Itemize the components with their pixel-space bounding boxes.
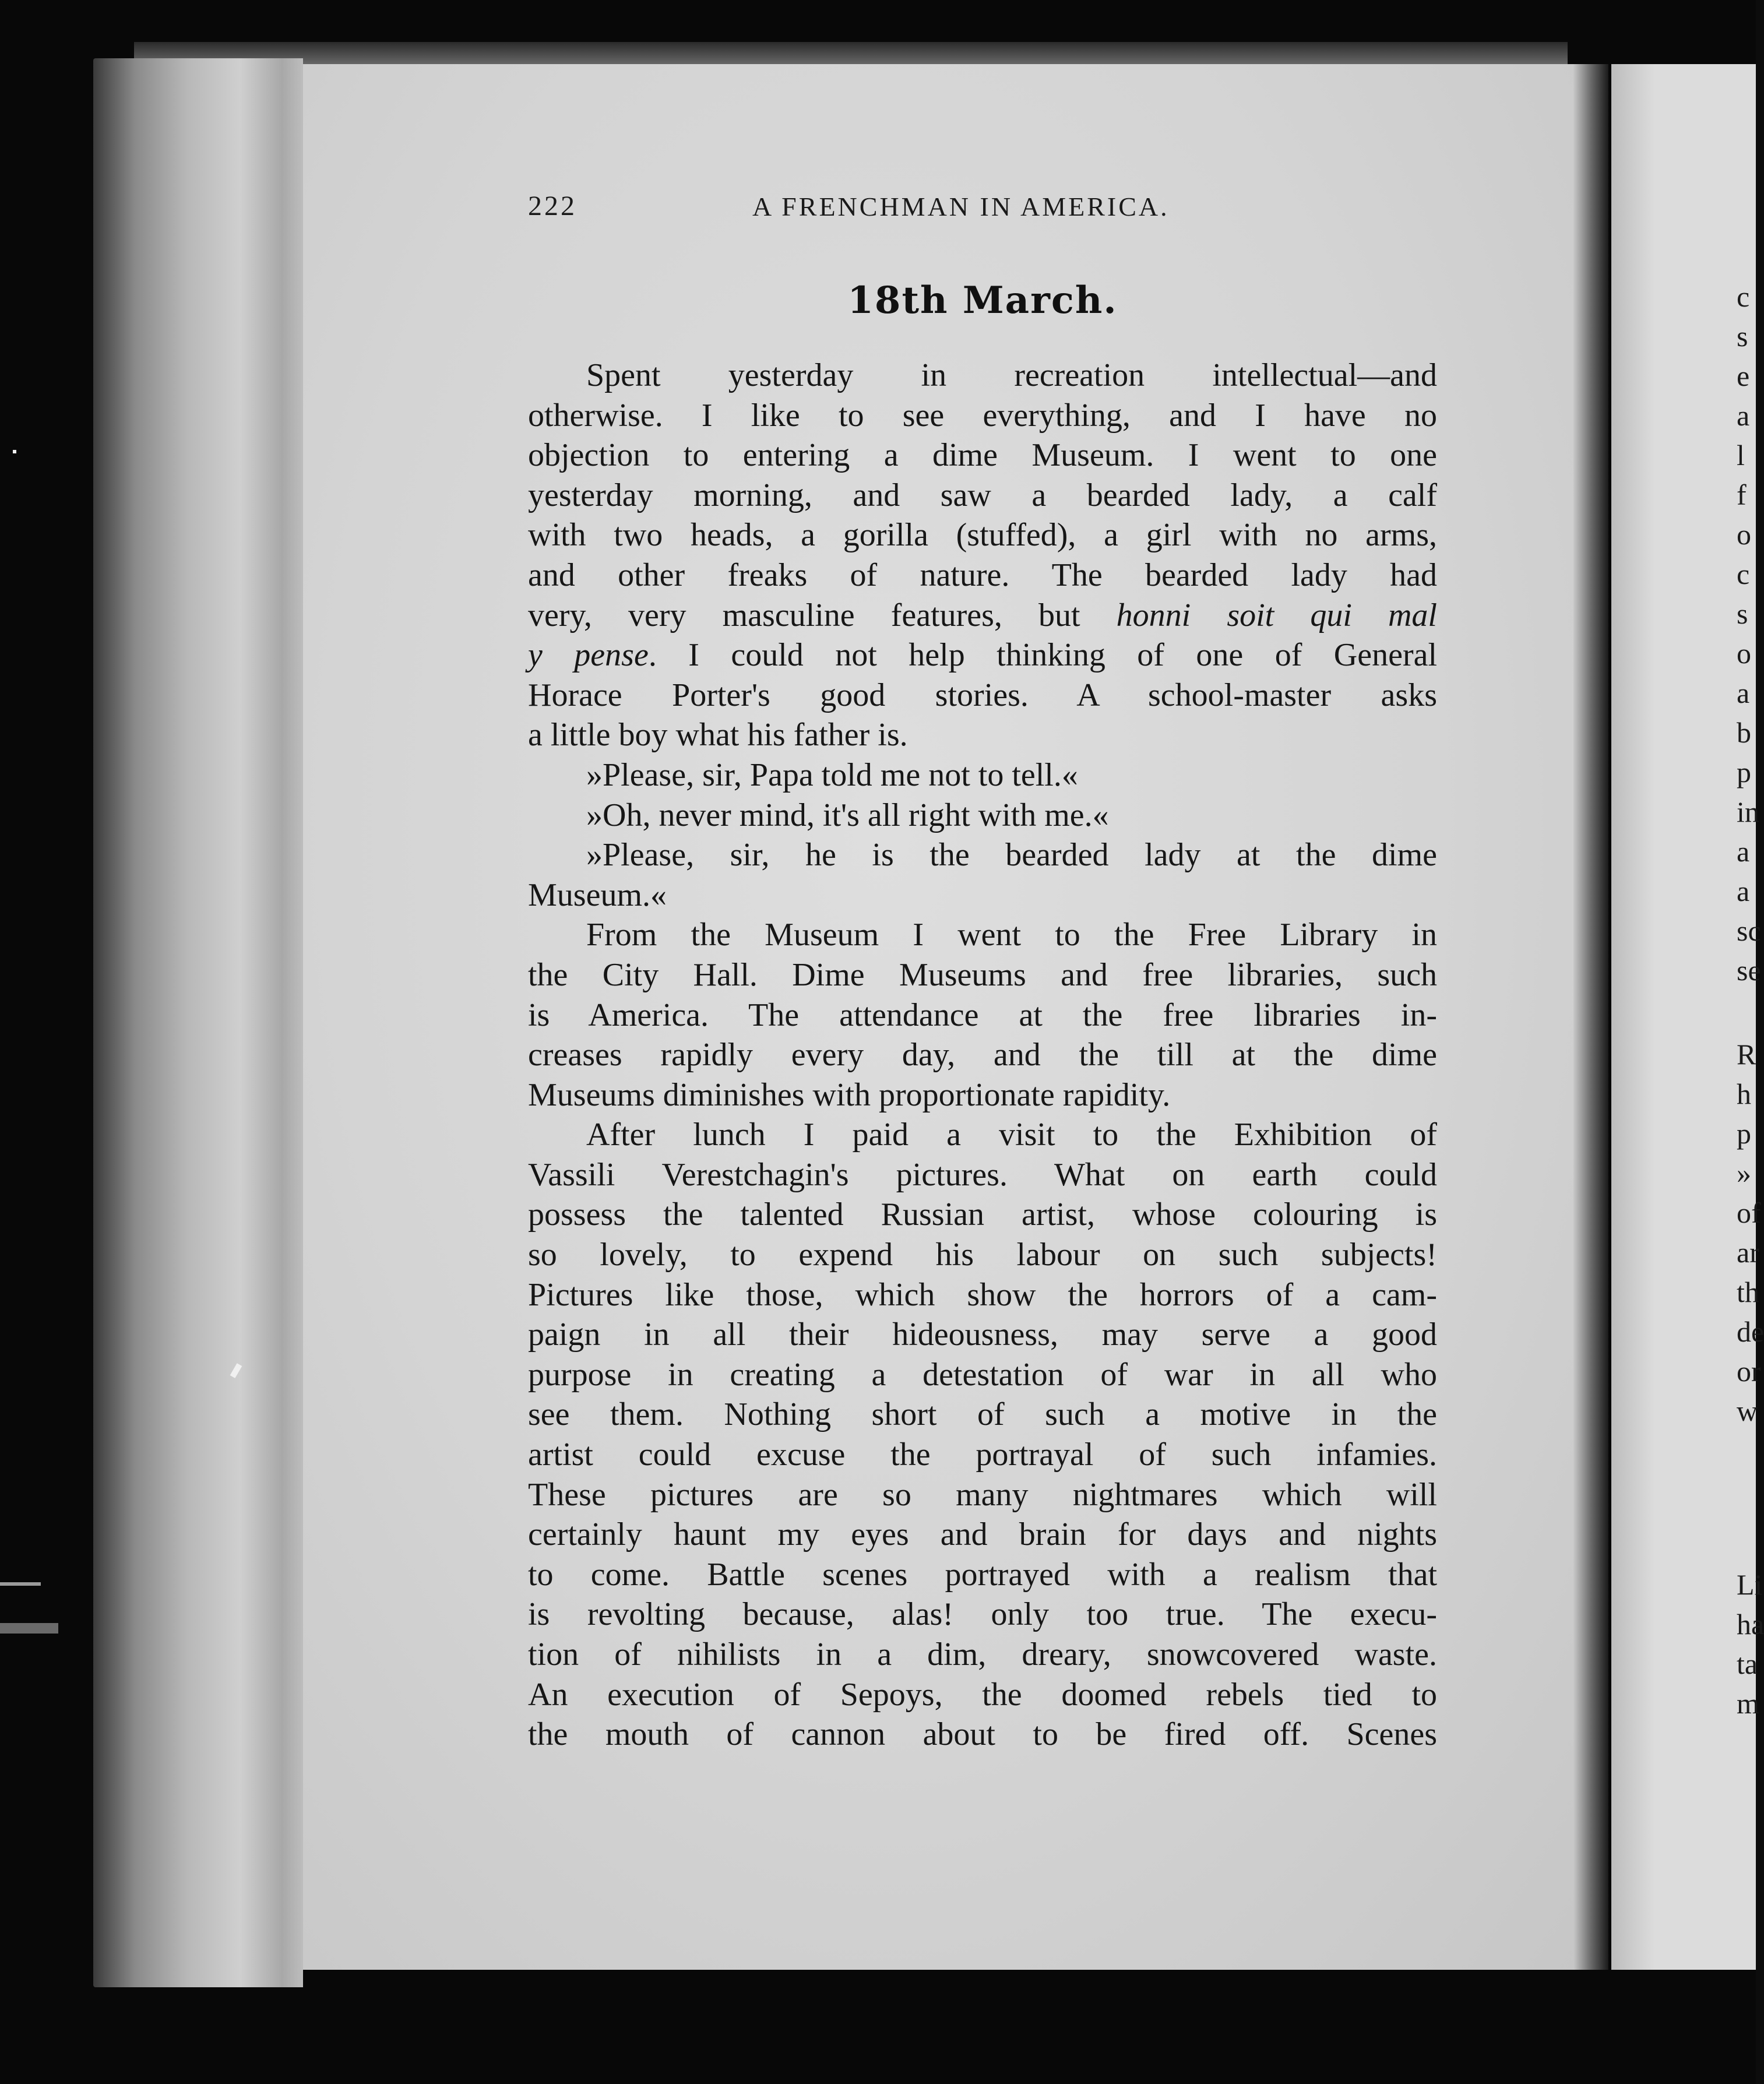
text-line (528, 355, 1437, 396)
text-run: is revolting because, alas! only too true. The execu- (528, 1596, 1437, 1633)
facing-page-fragment: or (1737, 1355, 1761, 1388)
text-line (528, 1075, 1437, 1115)
facing-page-fragment: ha (1737, 1608, 1764, 1641)
text-run: a little boy what his father is. (528, 717, 908, 754)
text-line (528, 1715, 1437, 1755)
page-number: 222 (528, 191, 577, 221)
text-run: An execution of Sepoys, the doomed rebels tied to (528, 1676, 1437, 1713)
text-run: »Please, sir, he is the bearded lady at the dime (586, 837, 1437, 874)
facing-page-fragment: o (1737, 518, 1751, 551)
text-run: creases rapidly every day, and the till at the dime (528, 1037, 1437, 1073)
book-page-edges (93, 58, 303, 1987)
text-line (528, 835, 1437, 875)
facing-page-fragment: a (1737, 399, 1750, 432)
text-line (528, 635, 1437, 675)
text-run: very, very masculine features, but (528, 597, 1117, 633)
facing-page-fragment: in (1737, 795, 1759, 828)
text-line (528, 915, 1437, 955)
text-line (528, 596, 1437, 636)
facing-page-fragment: w (1737, 1395, 1758, 1427)
text-line (528, 1635, 1437, 1675)
text-line (528, 1275, 1437, 1315)
text-line (528, 715, 1437, 755)
text-run: the City Hall. Dime Museums and free libraries, such (528, 956, 1437, 993)
facing-page-fragment: » (1737, 1157, 1751, 1189)
scan-artifact (13, 450, 16, 453)
text-run: From the Museum I went to the Free Library in (586, 917, 1437, 953)
facing-page-fragment: s (1737, 597, 1748, 630)
facing-page-fragment: sc (1737, 914, 1761, 947)
text-line (528, 1115, 1437, 1155)
facing-page-fragment: c (1737, 280, 1750, 313)
text-line (528, 1355, 1437, 1395)
text-line (528, 1675, 1437, 1715)
text-run: artist could excuse the portrayal of such infamies. (528, 1437, 1437, 1473)
facing-page-fragment: b (1737, 716, 1751, 749)
text-line (528, 1195, 1437, 1235)
book-gutter (1573, 64, 1608, 1970)
facing-page-fragment: ar (1737, 1236, 1759, 1269)
text-line (528, 1035, 1437, 1075)
text-run: After lunch I paid a visit to the Exhibition of (586, 1117, 1437, 1153)
text-run: . I could not help thinking of one of General (648, 637, 1438, 674)
text-run: »Please, sir, Papa told me not to tell.« (586, 756, 1078, 793)
running-head (528, 190, 1443, 231)
text-line (528, 1435, 1437, 1475)
text-line (528, 875, 1437, 916)
text-run: to come. Battle scenes portrayed with a realism that (528, 1556, 1437, 1593)
facing-page (1611, 64, 1756, 1970)
facing-page-fragment: s (1737, 320, 1748, 353)
text-run: paign in all their hideousness, may serve a good (528, 1316, 1437, 1353)
text-run: see them. Nothing short of such a motive in the (528, 1396, 1437, 1433)
text-line (528, 1155, 1437, 1195)
text-line (528, 1235, 1437, 1275)
facing-page-fragment: th (1737, 1276, 1759, 1308)
text-run: Vassili Verestchagin's pictures. What on earth could (528, 1156, 1437, 1193)
scan-artifact (0, 1582, 41, 1586)
facing-page-fragment: f (1737, 478, 1747, 511)
text-line (528, 476, 1437, 516)
text-run: with two heads, a gorilla (stuffed), a girl with no arms, (528, 517, 1437, 554)
text-line (528, 795, 1437, 836)
facing-page-fragment: of (1737, 1196, 1761, 1229)
facing-page-fragment: o (1737, 637, 1751, 670)
text-run: is America. The attendance at the free libraries in- (528, 997, 1437, 1033)
facing-page-fragment: p (1737, 756, 1751, 788)
text-run: »Oh, never mind, it's all right with me.« (586, 797, 1109, 833)
facing-page-fragment: h (1737, 1078, 1751, 1110)
running-title: A FRENCHMAN IN AMERICA. (752, 192, 1170, 221)
facing-page-fragment: a (1737, 835, 1750, 868)
text-run: purpose in creating a detestation of war in all who (528, 1356, 1437, 1393)
text-run: yesterday morning, and saw a bearded lady, a calf (528, 477, 1437, 513)
text-line (528, 955, 1437, 995)
text-run: possess the talented Russian artist, whose colouring is (528, 1196, 1437, 1233)
text-run: otherwise. I like to see everything, and I have no (528, 397, 1437, 434)
text-run: Horace Porter's good stories. A school-master asks (528, 677, 1437, 713)
italic-phrase: y pense (528, 637, 649, 674)
scan-artifact (0, 1623, 58, 1634)
facing-page-fragment: c (1737, 558, 1750, 590)
facing-page-fragment: Li (1737, 1568, 1763, 1601)
facing-page-fragment: se (1737, 954, 1761, 987)
text-run: the mouth of cannon about to be fired off. Scenes (528, 1716, 1437, 1753)
text-run: Pictures like those, which show the horrors of a cam- (528, 1276, 1437, 1313)
text-line (528, 1515, 1437, 1555)
text-run: These pictures are so many nightmares which will (528, 1476, 1437, 1513)
facing-page-fragment: m (1737, 1687, 1759, 1720)
text-line (528, 1395, 1437, 1435)
text-run: certainly haunt my eyes and brain for days and nights (528, 1516, 1437, 1553)
text-line (528, 435, 1437, 476)
italic-phrase: honni soit qui mal (1116, 597, 1437, 633)
text-line (528, 515, 1437, 555)
entry-heading: 18th March. (847, 279, 1118, 322)
text-run: Spent yesterday in recreation intellectual—and (586, 357, 1437, 393)
book-top-edge (134, 42, 1568, 65)
body-text (528, 355, 1437, 1755)
text-line (528, 396, 1437, 436)
facing-page-fragment: a (1737, 875, 1750, 907)
facing-page-fragment: de (1737, 1315, 1764, 1348)
facing-page-fragment: R (1737, 1038, 1756, 1071)
text-line (528, 995, 1437, 1036)
text-run: and other freaks of nature. The bearded lady had (528, 557, 1437, 593)
text-run: so lovely, to expend his labour on such subjects! (528, 1237, 1437, 1273)
text-run: Museums diminishes with proportionate rapidity. (528, 1076, 1171, 1113)
facing-page-fragment: a (1737, 677, 1750, 709)
text-line (528, 1555, 1437, 1595)
text-line (528, 555, 1437, 596)
text-run: tion of nihilists in a dim, dreary, snowcovered waste. (528, 1636, 1437, 1673)
text-run: Museum.« (528, 876, 667, 913)
facing-page-fragment: l (1737, 439, 1745, 471)
facing-page-fragment: p (1737, 1117, 1751, 1150)
text-run: objection to entering a dime Museum. I went to one (528, 437, 1437, 474)
text-line (528, 1475, 1437, 1515)
text-line (528, 1594, 1437, 1635)
facing-page-fragment: ta (1737, 1648, 1758, 1680)
text-line (528, 675, 1437, 716)
text-line (528, 755, 1437, 795)
facing-page-fragment: e (1737, 360, 1750, 392)
text-line (528, 1315, 1437, 1355)
